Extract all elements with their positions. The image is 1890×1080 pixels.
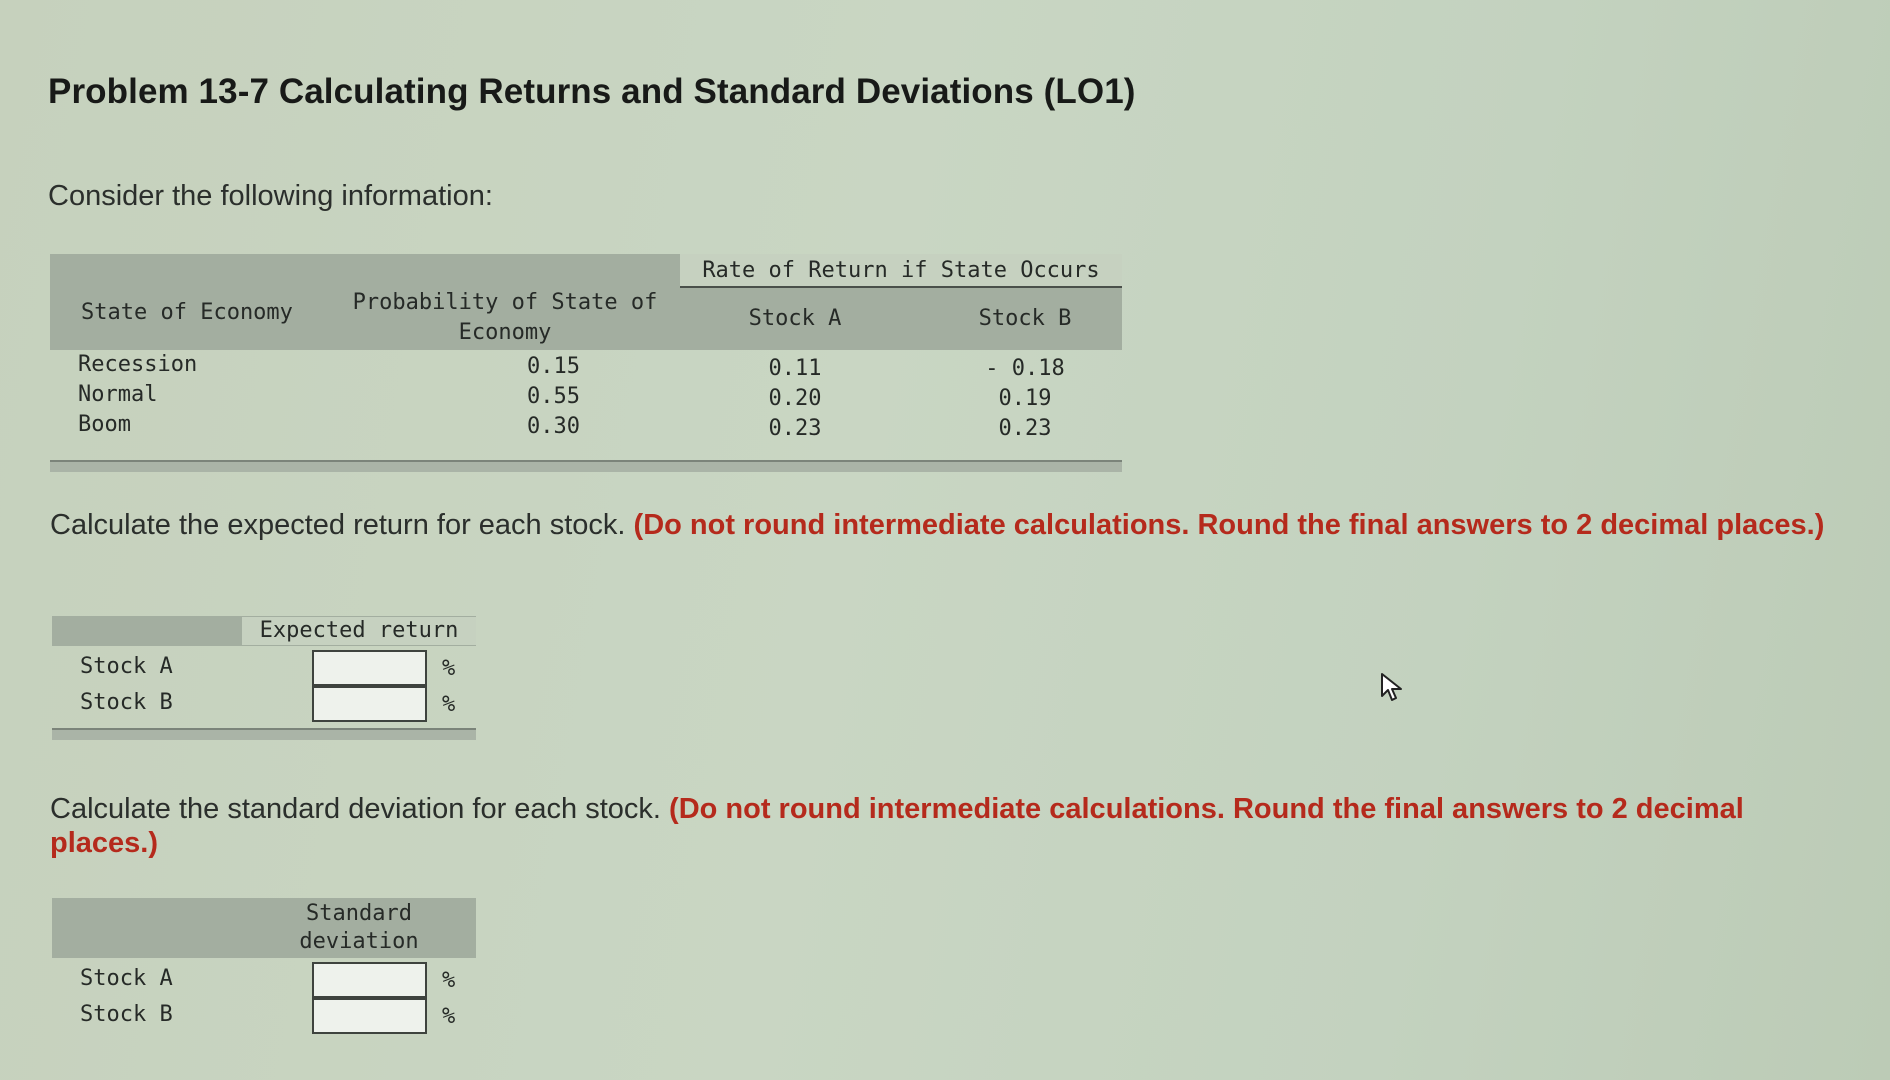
header-expected-return: Expected return xyxy=(242,617,476,645)
info-table-header xyxy=(50,254,1122,350)
percent-unit: % xyxy=(442,656,456,681)
table-row: Stock A % xyxy=(52,960,476,996)
header-state-of-economy: State of Economy xyxy=(81,300,293,325)
table-footer-bar xyxy=(50,460,1122,472)
expected-return-table xyxy=(52,616,476,740)
table-row: Boom 0.30 0.23 0.23 xyxy=(78,412,1052,441)
info-table xyxy=(50,254,1122,472)
header-probability: Probability of State of Economy xyxy=(352,290,658,345)
table-row: Normal 0.55 0.20 0.19 xyxy=(78,382,1052,411)
expected-return-stock-a-input[interactable] xyxy=(312,650,427,686)
table-row: Stock B % xyxy=(52,996,476,1032)
table-row: Recession 0.15 0.11 - 0.18 xyxy=(78,352,1065,381)
mouse-pointer-icon xyxy=(1380,672,1406,704)
standard-deviation-table xyxy=(52,898,476,1032)
question-expected-return: Calculate the expected return for each stock. (Do not round intermediate calculations. Round the final answers to 2 decimal places.) xyxy=(50,509,1825,541)
header-standard-deviation: Standard deviation xyxy=(299,901,419,954)
table-row: Stock A % xyxy=(52,648,476,684)
rounding-instruction: (Do not round intermediate calculations. Round the final answers to 2 decimal places.) xyxy=(50,793,1744,859)
standard-deviation-header xyxy=(52,898,476,958)
std-dev-stock-a-input[interactable] xyxy=(312,962,427,998)
intro-text: Consider the following information: xyxy=(48,180,493,212)
expected-return-header xyxy=(52,616,476,646)
header-stock-b: Stock B xyxy=(978,306,1072,331)
header-stock-a: Stock A xyxy=(748,306,842,331)
std-dev-stock-b-input[interactable] xyxy=(312,998,427,1034)
expected-return-stock-b-input[interactable] xyxy=(312,686,427,722)
question-standard-deviation: Calculate the standard deviation for each stock. (Do not round intermediate calculations. Round the final answers to 2 decimal places.) xyxy=(50,793,1744,859)
rounding-instruction: (Do not round intermediate calculations. Round the final answers to 2 decimal places.) xyxy=(633,509,1825,541)
group-header-rate-of-return: Rate of Return if State Occurs xyxy=(680,254,1122,288)
percent-unit: % xyxy=(442,692,456,717)
percent-unit: % xyxy=(442,968,456,993)
page-title: Problem 13-7 Calculating Returns and Standard Deviations (LO1) xyxy=(48,72,1136,111)
table-footer-bar xyxy=(52,728,476,740)
table-row: Stock B % xyxy=(52,684,476,720)
percent-unit: % xyxy=(442,1004,456,1029)
